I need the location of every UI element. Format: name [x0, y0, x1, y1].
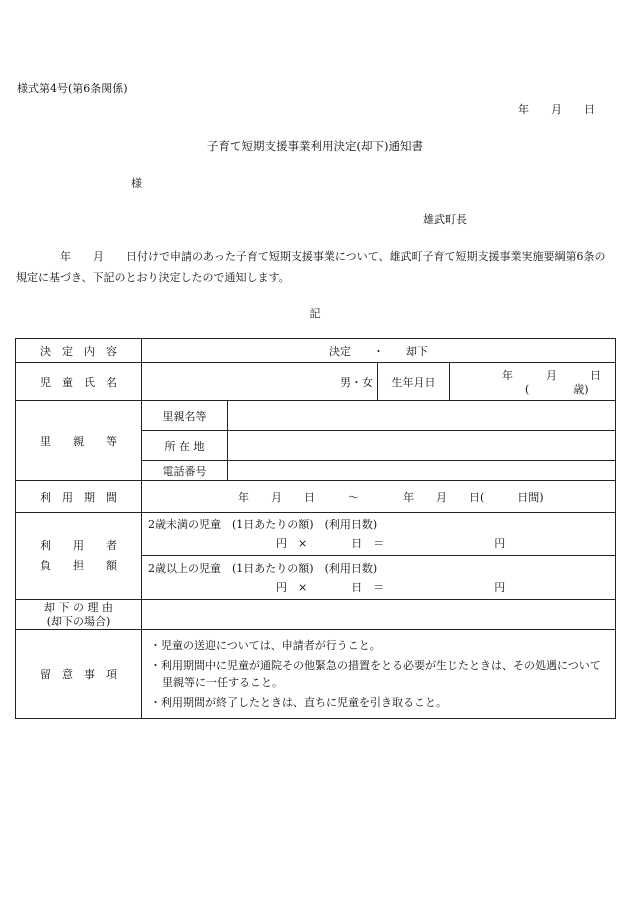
ki-heading: 記 [309, 307, 321, 320]
child-name-label: 児 童 氏 名 [16, 363, 142, 401]
foster-name-field [228, 401, 616, 431]
reject-reason-field [142, 600, 616, 630]
under2-calc: 円 × 日 ＝ 円 [276, 537, 506, 550]
over2-calc: 円 × 日 ＝ 円 [276, 580, 506, 594]
decision-row [16, 339, 616, 363]
decision-label: 決 定 内 容 [16, 339, 142, 363]
burden-label-line2: 負 担 額 [40, 559, 117, 572]
foster-name-row [16, 401, 616, 431]
notes-list [146, 630, 611, 718]
foster-label: 里 親 等 [16, 401, 142, 481]
foster-address-field [228, 431, 616, 461]
note-item: ・ 利用期間中に児童が通院その他緊急の措置をとる必要が生じたときは、その処遇について里親等に一任すること。 [150, 657, 607, 691]
burden-label-line1: 利 用 者 [40, 539, 117, 552]
birth-date: 年 月 日 [502, 368, 601, 382]
sex-field: 男・女 [142, 363, 378, 401]
period-value: 年 月 日 ～ 年 月 日( 日間) [142, 481, 616, 513]
foster-address-label: 所 在 地 [142, 431, 228, 461]
document-title: 子育て短期支援事業利用決定(却下)通知書 [207, 139, 423, 153]
foster-name-label: 里親名等 [142, 401, 228, 431]
reject-label-line1: 却 下 の 理 由 [44, 600, 113, 614]
burden-under2-row [16, 513, 616, 556]
notice-body: 年 月 日付けで申請のあった子育て短期支援事業について、雄武町子育て短期支援事業実施要綱第6条の規定に基づき、下記のとおり決定したので通知します。 [16, 250, 606, 284]
addressee: 様 [131, 177, 142, 190]
under2-header: 2歳未満の児童 (1日あたりの額) (利用日数) [148, 518, 378, 531]
burden-label [16, 513, 142, 600]
notes-row [16, 630, 616, 719]
under2-cell [142, 513, 616, 556]
notes-label: 留 意 事 項 [16, 630, 142, 719]
notes-cell [142, 630, 616, 719]
issue-date: 年 月 日 [518, 103, 595, 116]
foster-phone-label: 電話番号 [142, 461, 228, 481]
birth-age: ( 歳) [525, 382, 589, 396]
reject-row [16, 600, 616, 630]
decision-table [15, 338, 616, 719]
birth-field [450, 363, 616, 401]
over2-cell [142, 556, 616, 600]
note-item: ・ 利用期間が終了したときは、直ちに児童を引き取ること。 [150, 694, 607, 711]
over2-header: 2歳以上の児童 (1日あたりの額) (利用日数) [148, 561, 378, 575]
form-number: 様式第4号(第6条関係) [17, 82, 128, 95]
issuer: 雄武町長 [423, 213, 467, 226]
period-row [16, 481, 616, 513]
foster-phone-field [228, 461, 616, 481]
period-label: 利 用 期 間 [16, 481, 142, 513]
child-row [16, 363, 616, 401]
note-item: ・ 児童の送迎については、申請者が行うこと。 [150, 637, 607, 654]
birth-label: 生年月日 [378, 363, 450, 401]
decision-value: 決定 ・ 却下 [142, 339, 616, 363]
reject-label-line2: (却下の場合) [46, 614, 111, 628]
reject-label [16, 600, 142, 630]
